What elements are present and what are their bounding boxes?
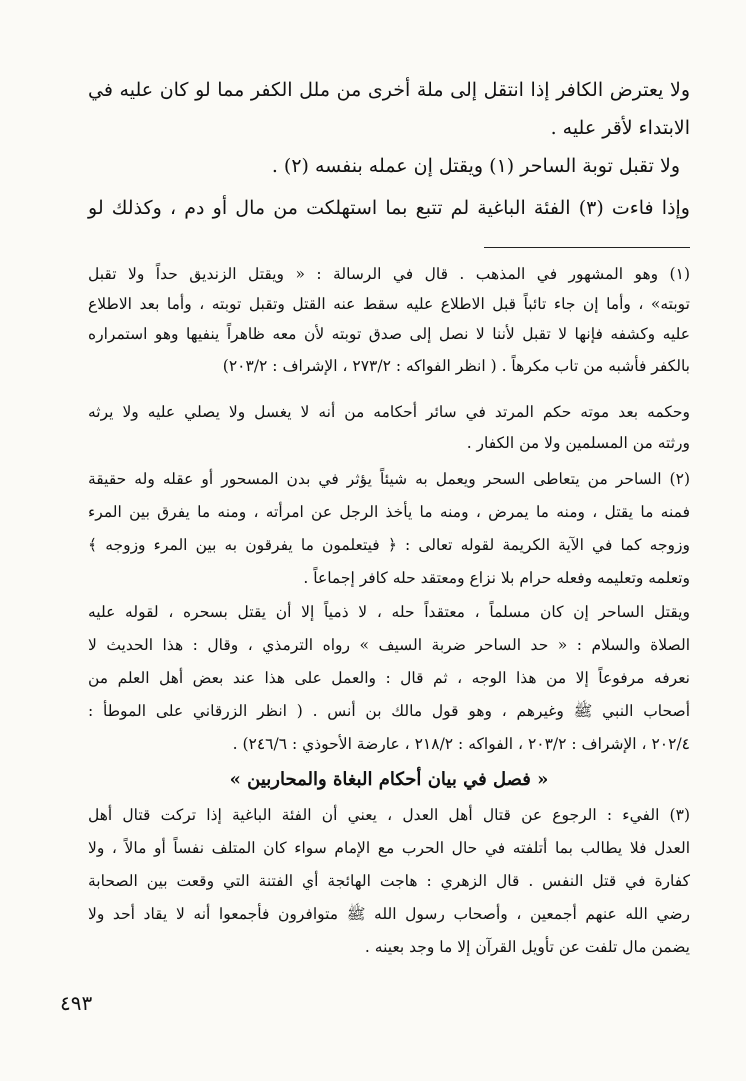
footnote-line: رضي الله عنهم أجمعين ، وأصحاب رسول الله ﷺ متوافرون فأجمعوا أنه لا يقاد أحد ولا: [88, 905, 690, 923]
page-number: ٤٩٣: [60, 991, 93, 1015]
footnote-line: وزوجه كما في الآية الكريمة لقوله تعالى : ﴿ فيتعلمون ما يفرقون به بين المرء وزوجه ﴾: [88, 536, 690, 554]
footnote-line: ٢٠٢/٤ ، الإشراف : ٢٠٣/٢ ، الفواكه : ٢١٨/٢ ، عارضة الأحوذي : ٢٤٦/٦) .: [232, 735, 690, 753]
footnote-line: (٢) الساحر من يتعاطى السحر ويعمل به شيئاً يؤثر في بدن المسحور أو عقله وله حقيقة: [88, 470, 690, 488]
footnote-line: عليه وكشفه فإنها لا تقبل لأننا لا نصل إلى صدق توبته لأن معه ظاهراً ينفيها وهو استمراره: [88, 325, 690, 343]
footnote-line: يضمن مال تلفت عن تأويل القرآن إلا ما وجد بعينه .: [364, 938, 690, 956]
footnote-line: وتعلمه وتعليمه وفعله حرام بلا نزاع ومعتقد حله كافر إجماعاً .: [303, 569, 690, 587]
section-heading: « فصل في بيان أحكام البغاة والمحاربين »: [229, 769, 549, 790]
footnote-line: العدل فلا يطالب بما أتلفته في حال الحرب مع الإمام سواء كان المتلف نفساً أو مالاً ، ولا: [88, 839, 690, 857]
footnote-line: الصلاة والسلام : « حد الساحر ضربة السيف » رواه الترمذي ، وقال : هذا الحديث لا: [88, 636, 690, 654]
main-text-line-3: ولا تقبل توبة الساحر (١) ويقتل إن عمله بنفسه (٢) .: [271, 155, 680, 177]
footnote-line: ورثته من المسلمين ولا من الكفار .: [466, 434, 690, 452]
footnote-line: نعرفه مرفوعاً إلا من هذا الوجه ، ثم قال : والعمل على هذا عند بعض أهل العلم من: [88, 669, 690, 687]
footnote-line: بالكفر فأشبه من تاب مكرهاً . ( انظر الفواكه : ٢٧٣/٢ ، الإشراف : ٢٠٣/٢): [222, 357, 690, 375]
footnote-line: (١) وهو المشهور في المذهب . قال في الرسالة : « ويقتل الزنديق حداً ولا تقبل: [88, 265, 690, 283]
footnote-line: توبته» ، وأما إن جاء تائباً قبل الاطلاع عليه سقط عنه القتل وتقبل توبته ، وأما بعد الاطلاع: [88, 295, 690, 313]
footnote-line: (٣) الفيء : الرجوع عن قتال أهل العدل ، يعني أن الفئة الباغية إذا تركت قتال أهل: [88, 806, 690, 824]
footnote-line: ويقتل الساحر إن كان مسلماً ، معتقداً حله ، لا ذمياً إلا أن يقتل بسحره ، لقوله عليه: [88, 603, 690, 621]
footnote-line: فمنه ما يقتل ، ومنه ما يمرض ، ومنه ما يأخذ الرجل عن امرأته ، ومنه ما يفرق بين المرء: [88, 503, 690, 521]
footnote-separator: [484, 247, 690, 248]
main-text-line-4: وإذا فاءت (٣) الفئة الباغية لم تتبع بما استهلكت من مال أو دم ، وكذلك لو: [88, 197, 690, 219]
footnote-line: وحكمه بعد موته حكم المرتد في سائر أحكامه من أنه لا يغسل ولا يصلي عليه ولا يرثه: [88, 403, 690, 421]
main-text-line-1: ولا يعترض الكافر إذا انتقل إلى ملة أخرى من ملل الكفر مما لو كان عليه في: [88, 79, 690, 101]
main-text-line-2: الابتداء لأقر عليه .: [550, 117, 690, 139]
footnote-line: كفارة في قتل النفس . قال الزهري : هاجت الهائجة أي الفتنة التي وقعت بين الصحابة: [88, 872, 690, 890]
footnote-line: أصحاب النبي ﷺ وغيرهم ، وهو قول مالك بن أنس . ( انظر الزرقاني على الموطأ :: [88, 702, 690, 720]
